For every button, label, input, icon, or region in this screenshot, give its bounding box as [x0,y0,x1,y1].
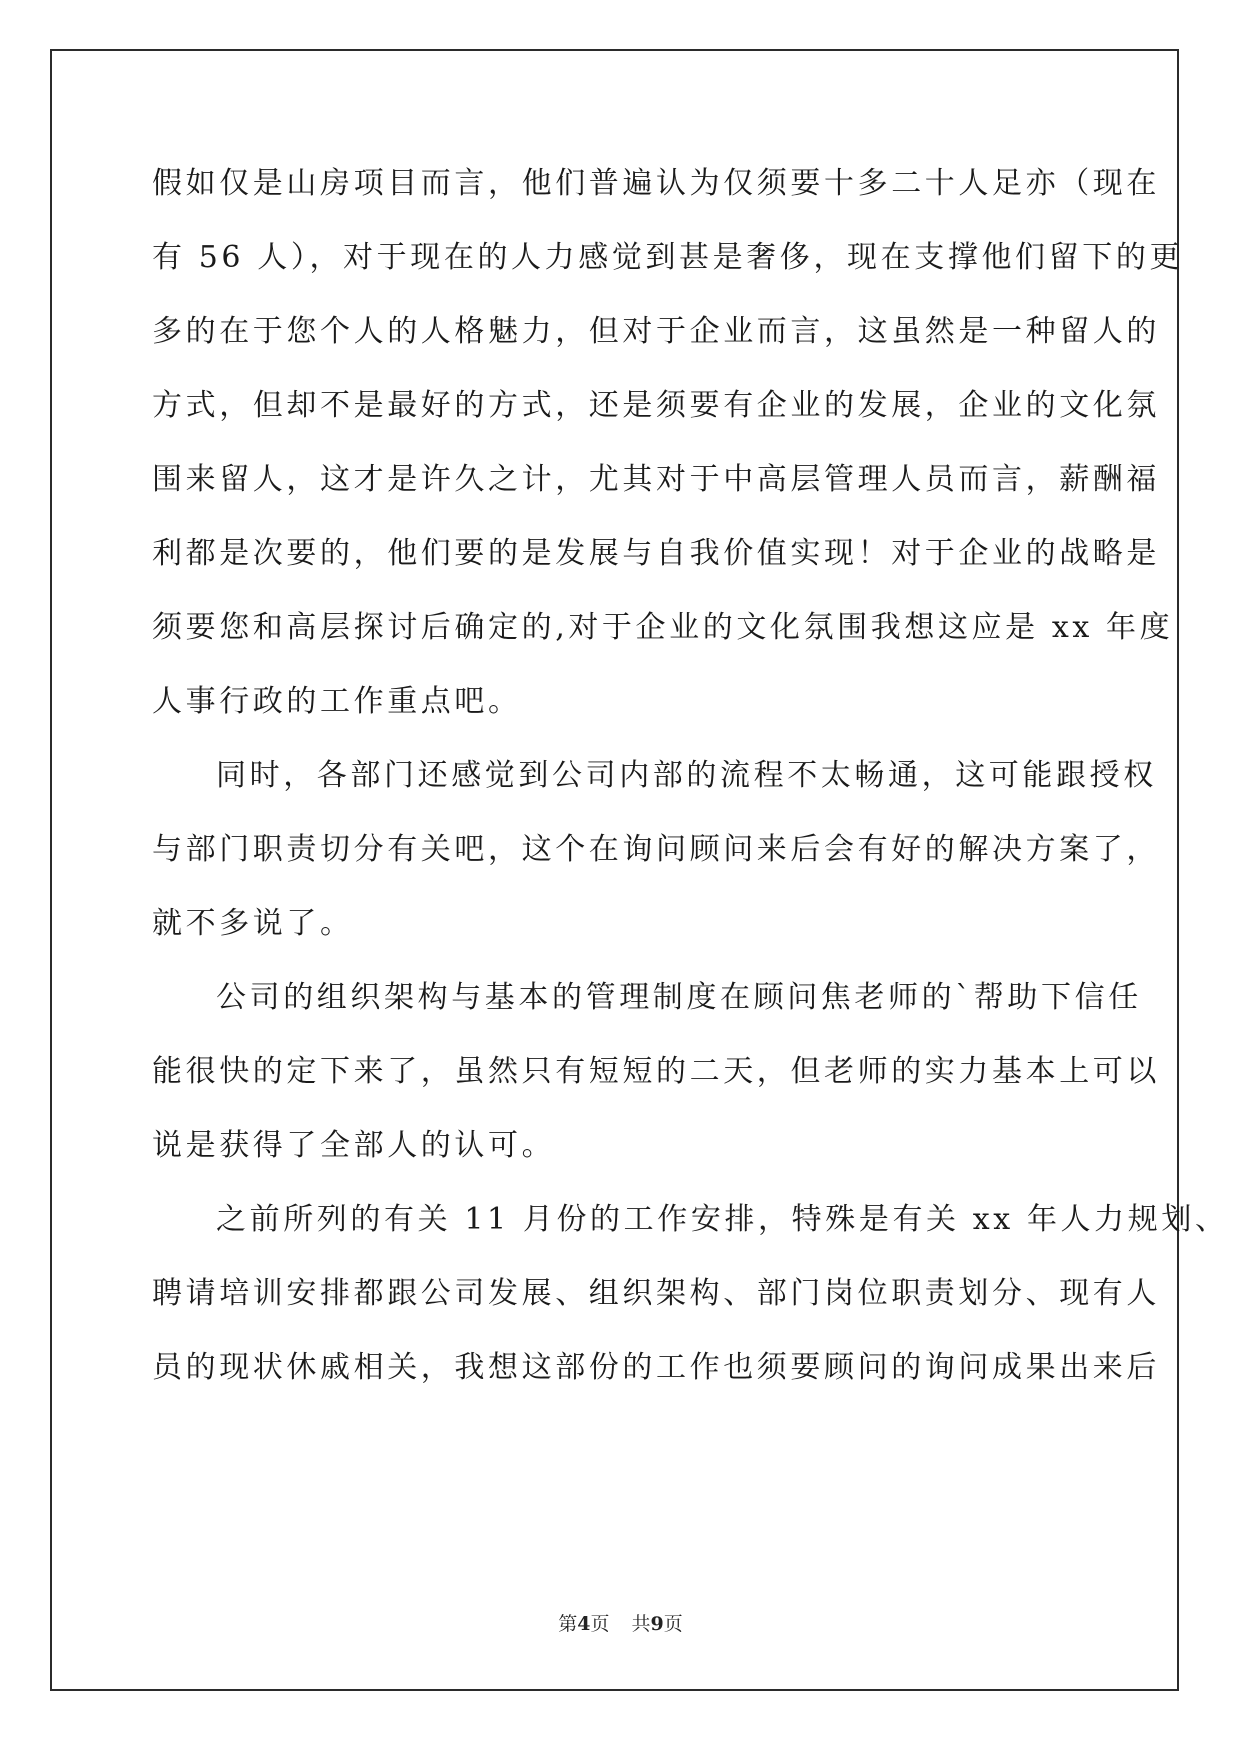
paragraph-first-line: 之前所列的有关 11 月份的工作安排，特殊是有关 xx 年人力规划、 [216,1202,1229,1237]
text-line: 与部门职责切分有关吧，这个在询问顾问来后会有好的解决方案了， [152,832,1160,867]
total-pages: 9 [650,1613,664,1635]
paragraph-first-line: 同时，各部门还感觉到公司内部的流程不太畅通，这可能跟授权 [216,758,1157,793]
paragraph-first-line: 公司的组织架构与基本的管理制度在顾问焦老师的`帮助下信任 [216,980,1142,1015]
page-footer [0,1612,1241,1636]
text-line: 须要您和高层探讨后确定的,对于企业的文化氛围我想这应是 xx 年度 [152,610,1174,645]
text-line: 有 56 人），对于现在的人力感觉到甚是奢侈，现在支撑他们留下的更 [152,240,1184,275]
text-line: 假如仅是山房项目而言，他们普遍认为仅须要十多二十人足亦（现在 [152,166,1160,201]
text-line: 就不多说了。 [152,906,354,941]
text-line: 围来留人，这才是许久之计，尤其对于中高层管理人员而言，薪酬福 [152,462,1160,497]
text-line: 员的现状休戚相关，我想这部份的工作也须要顾问的询问成果出来后 [152,1350,1160,1385]
text-line: 说是获得了全部人的认可。 [152,1128,556,1163]
page-suffix: 页 [590,1613,610,1635]
page-prefix: 第 [558,1613,578,1635]
text-line: 能很快的定下来了，虽然只有短短的二天，但老师的实力基本上可以 [152,1054,1160,1089]
text-line: 方式，但却不是最好的方式，还是须要有企业的发展，企业的文化氛 [152,388,1160,423]
text-line: 多的在于您个人的人格魅力，但对于企业而言，这虽然是一种留人的 [152,314,1160,349]
page-number: 4 [577,1613,591,1635]
total-suffix: 页 [663,1613,683,1635]
text-line: 人事行政的工作重点吧。 [152,684,522,719]
total-prefix: 共 [631,1613,651,1635]
text-line: 利都是次要的，他们要的是发展与自我价值实现！对于企业的战略是 [152,536,1160,571]
text-line: 聘请培训安排都跟公司发展、组织架构、部门岗位职责划分、现有人 [152,1276,1160,1311]
